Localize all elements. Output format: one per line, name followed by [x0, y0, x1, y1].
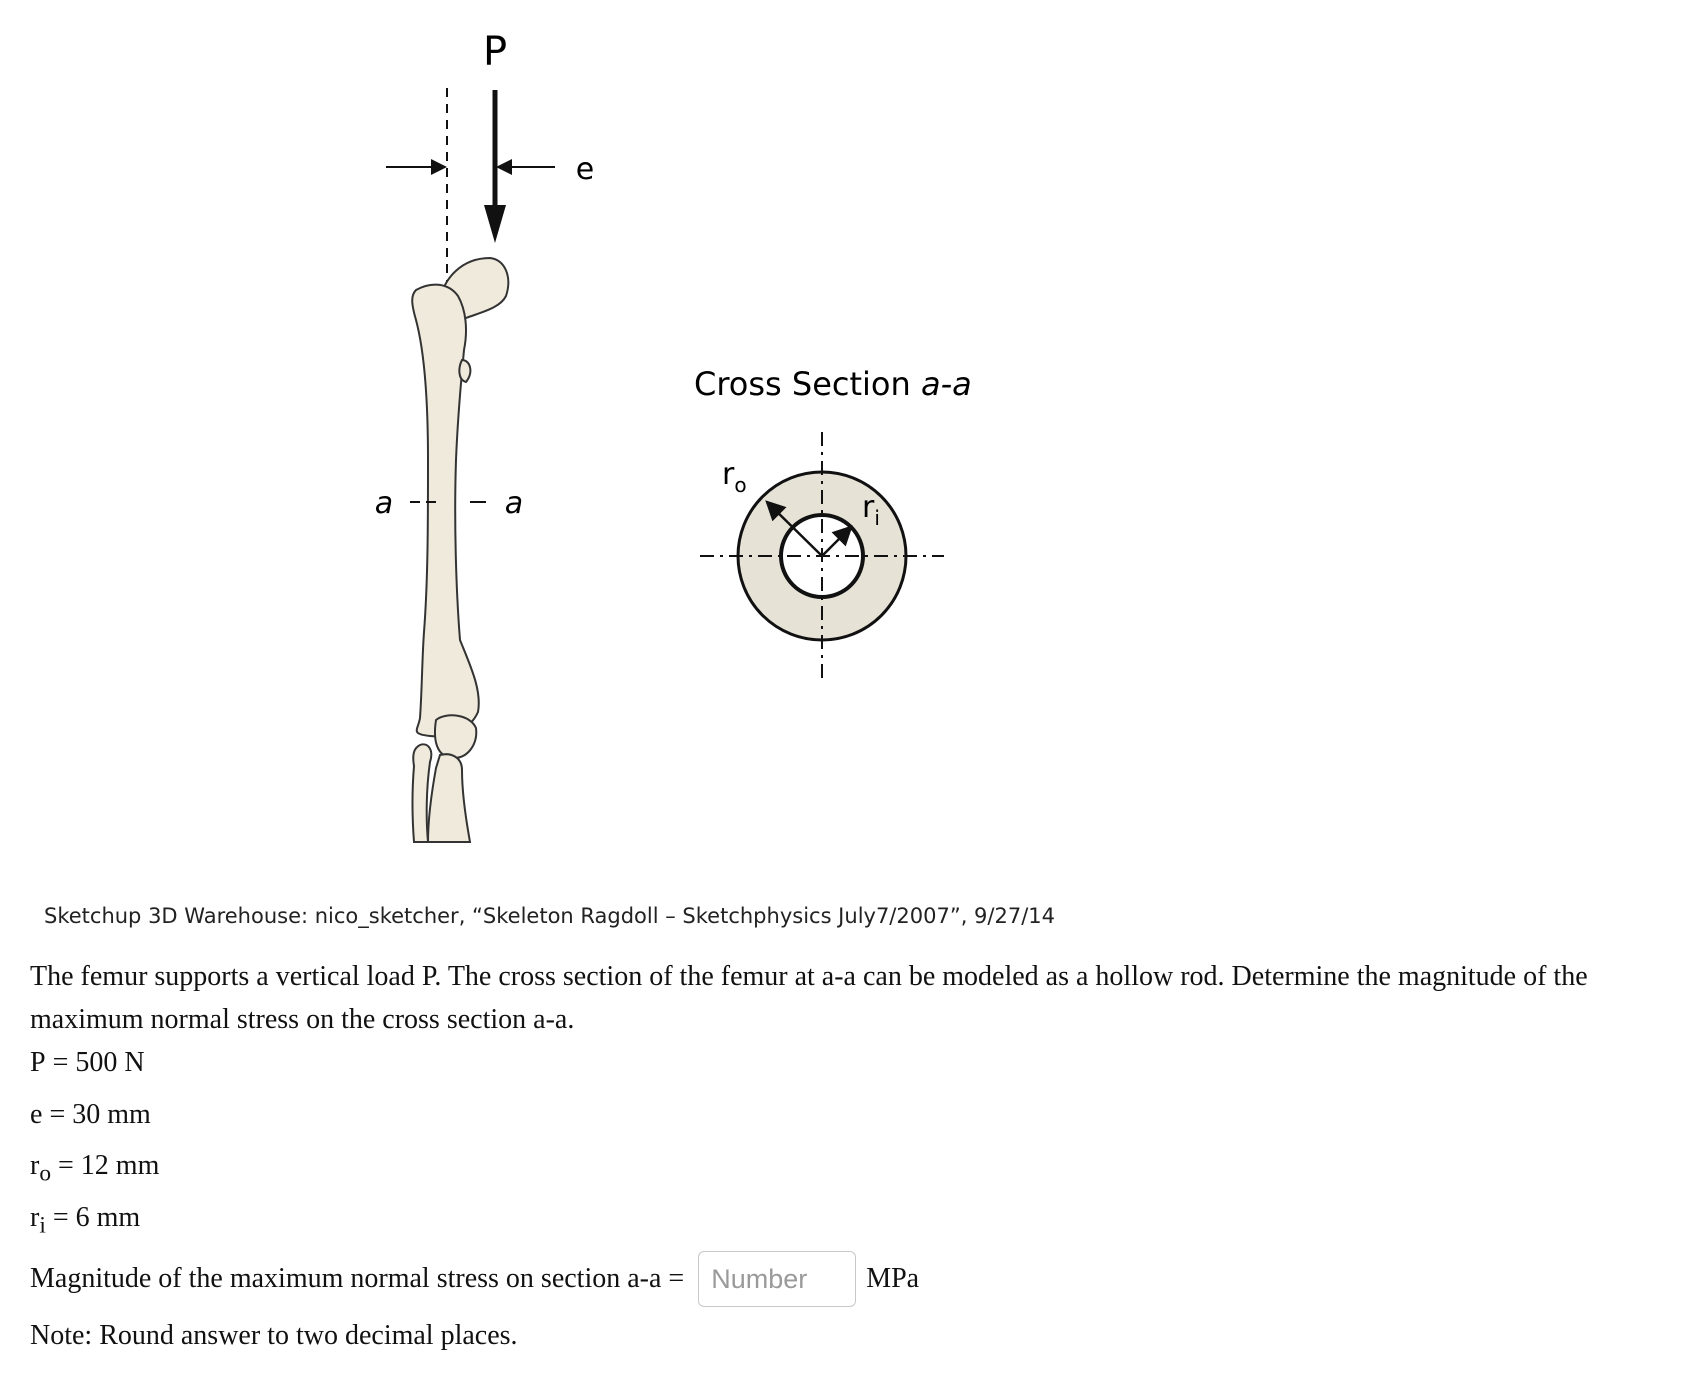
given-p: P = 500 N — [30, 1047, 145, 1078]
cross-section-title — [694, 365, 972, 403]
image-credit-caption: Sketchup 3D Warehouse: nico_sketcher, “Skeleton Ragdoll – Sketchphysics July7/2007”, 9/27/14 — [44, 904, 1056, 928]
eccentricity-label: e — [575, 152, 595, 187]
answer-prompt: Magnitude of the maximum normal stress on section a-a = — [30, 1263, 685, 1294]
given-ro: $r_o = 12$ mm — [30, 1150, 160, 1187]
femur-bone — [412, 258, 508, 842]
stress-answer-input[interactable] — [698, 1251, 856, 1307]
cross-section-title-prefix: Cross Section — [694, 365, 921, 403]
cross-section-title-italic: a-a — [920, 365, 972, 403]
section-label-right: a — [504, 486, 524, 521]
problem-statement: The femur supports a vertical load P. The cross section of the femur at a-a can be modeled as a hollow rod. Determine the magnitude of the maximum normal stress on the cross section a-a. — [30, 961, 1588, 1035]
given-e: e = 30 mm — [30, 1098, 151, 1130]
given-ri: $r_i = 6$ mm — [30, 1201, 141, 1239]
inner-radius-label: $r_i$ — [862, 490, 880, 530]
section-label-left: a — [374, 486, 394, 521]
givens-list — [30, 1041, 1690, 1247]
load-label: P — [482, 29, 508, 75]
rounding-note: Note: Round answer to two decimal places. — [30, 1320, 518, 1351]
answer-row — [30, 1249, 919, 1309]
answer-unit: MPa — [866, 1263, 920, 1294]
outer-radius-label: $r_o$ — [722, 457, 747, 497]
problem-text — [30, 955, 1690, 1247]
